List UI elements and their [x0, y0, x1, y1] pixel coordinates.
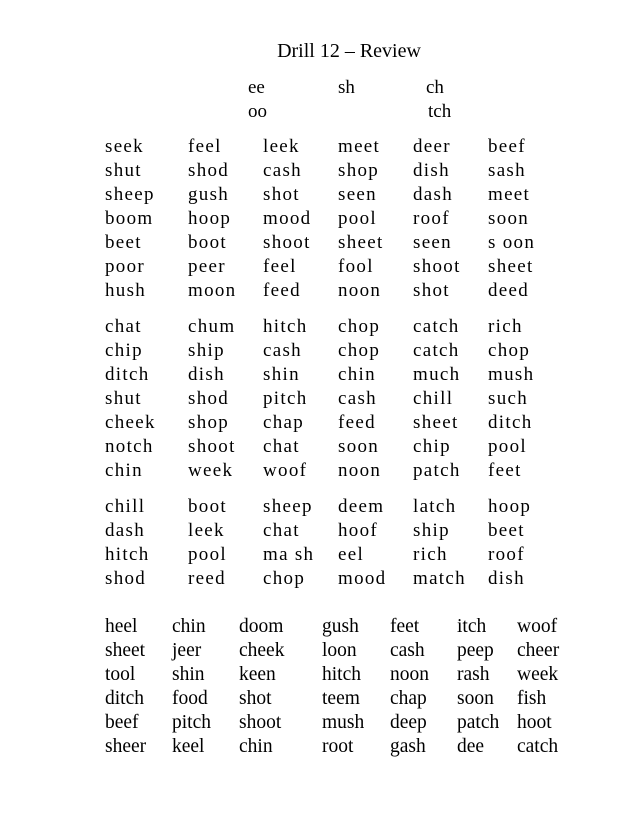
word: chop: [488, 340, 531, 361]
word: mood: [338, 568, 387, 589]
word: s oon: [488, 232, 536, 253]
word: shot: [413, 280, 450, 301]
header-ch: ch: [426, 77, 444, 98]
word-row: [0, 639, 638, 663]
word: eel: [338, 544, 365, 565]
word: shoot: [239, 712, 282, 733]
word: beef: [488, 136, 526, 157]
word: seen: [413, 232, 452, 253]
word: soon: [488, 208, 530, 229]
word: pitch: [172, 712, 211, 733]
word: noon: [338, 280, 382, 301]
word: heel: [105, 616, 138, 637]
word: feel: [263, 256, 297, 277]
word: chin: [172, 616, 206, 637]
word: gash: [390, 736, 426, 757]
word-row: [0, 711, 638, 735]
word: ditch: [105, 364, 150, 385]
word-row: [0, 735, 638, 759]
word: sheep: [105, 184, 155, 205]
word: pitch: [263, 388, 308, 409]
page-title: Drill 12 – Review: [277, 40, 421, 62]
word: loon: [322, 640, 357, 661]
word: chat: [263, 520, 300, 541]
word: deed: [488, 280, 530, 301]
word: chill: [413, 388, 454, 409]
word: shod: [188, 388, 230, 409]
word: chin: [239, 736, 273, 757]
word: woof: [517, 616, 558, 637]
word: shod: [188, 160, 230, 181]
word-row: [0, 315, 638, 339]
word: dish: [488, 568, 525, 589]
word: shin: [263, 364, 300, 385]
word: patch: [457, 712, 500, 733]
word: sheet: [105, 640, 146, 661]
header-ee: ee: [248, 77, 265, 98]
word: dash: [105, 520, 146, 541]
word: chat: [105, 316, 142, 337]
word: sheet: [413, 412, 459, 433]
word: chin: [338, 364, 376, 385]
word: hush: [105, 280, 147, 301]
word-group-3: [0, 495, 638, 591]
word: poor: [105, 256, 146, 277]
word: catch: [517, 736, 559, 757]
word: woof: [263, 460, 308, 481]
word: cash: [390, 640, 425, 661]
word: noon: [390, 664, 429, 685]
word: cash: [338, 388, 377, 409]
word: gush: [188, 184, 230, 205]
word: dash: [413, 184, 454, 205]
word: shot: [239, 688, 272, 709]
word: shoot: [263, 232, 311, 253]
word-row: [0, 231, 638, 255]
word: keel: [172, 736, 205, 757]
word-row: [0, 411, 638, 435]
word-row: [0, 279, 638, 303]
word-group-1: [0, 135, 638, 303]
word: jeer: [172, 640, 202, 661]
word: feet: [390, 616, 420, 637]
word: seen: [338, 184, 377, 205]
word-row: [0, 363, 638, 387]
word: leek: [263, 136, 300, 157]
word: fool: [338, 256, 374, 277]
word: chap: [263, 412, 305, 433]
word: moon: [188, 280, 237, 301]
word: roof: [413, 208, 450, 229]
word-row: [0, 183, 638, 207]
word: match: [413, 568, 466, 589]
word: fish: [517, 688, 547, 709]
word: ditch: [488, 412, 533, 433]
word: shin: [172, 664, 205, 685]
word: cash: [263, 340, 302, 361]
word: meet: [338, 136, 381, 157]
word: sheet: [338, 232, 384, 253]
header-tch: tch: [428, 101, 452, 122]
word: mush: [322, 712, 365, 733]
word: chip: [105, 340, 143, 361]
word: noon: [338, 460, 382, 481]
word-row: [0, 567, 638, 591]
word: ship: [188, 340, 225, 361]
word: cheek: [105, 412, 156, 433]
word: shoot: [413, 256, 461, 277]
header-oo: oo: [248, 101, 267, 122]
word-row: [0, 207, 638, 231]
word: deer: [413, 136, 451, 157]
word: dish: [188, 364, 225, 385]
word: chat: [263, 436, 300, 457]
word: keen: [239, 664, 276, 685]
word: shut: [105, 160, 142, 181]
word: catch: [413, 316, 460, 337]
word: sheep: [263, 496, 313, 517]
word-row: [0, 459, 638, 483]
word: chop: [338, 340, 381, 361]
word: pool: [488, 436, 527, 457]
word: chop: [263, 568, 306, 589]
word: reed: [188, 568, 226, 589]
word: hoop: [188, 208, 232, 229]
word-row: [0, 135, 638, 159]
word: much: [413, 364, 461, 385]
word: boot: [188, 232, 227, 253]
word: boom: [105, 208, 154, 229]
word: hitch: [322, 664, 361, 685]
word: feed: [338, 412, 376, 433]
word: deem: [338, 496, 385, 517]
word: doom: [239, 616, 284, 637]
word: shop: [338, 160, 380, 181]
word: ditch: [105, 688, 144, 709]
word: sash: [488, 160, 526, 181]
word-row: [0, 339, 638, 363]
word: meet: [488, 184, 531, 205]
word: beet: [105, 232, 142, 253]
word: dee: [457, 736, 485, 757]
word: feed: [263, 280, 301, 301]
word: shod: [105, 568, 147, 589]
word: latch: [413, 496, 457, 517]
word-row: [0, 615, 638, 639]
word: feel: [188, 136, 222, 157]
word-row: [0, 663, 638, 687]
word: chap: [390, 688, 427, 709]
word: chop: [338, 316, 381, 337]
word: shot: [263, 184, 300, 205]
word: ship: [413, 520, 450, 541]
word: beet: [488, 520, 525, 541]
word: chill: [105, 496, 146, 517]
word: pool: [188, 544, 227, 565]
word: deep: [390, 712, 427, 733]
word: seek: [105, 136, 144, 157]
word: beef: [105, 712, 139, 733]
word: sheet: [488, 256, 534, 277]
word: hoof: [338, 520, 379, 541]
word: week: [517, 664, 559, 685]
word: shut: [105, 388, 142, 409]
word-row: [0, 495, 638, 519]
word: mood: [263, 208, 312, 229]
word: itch: [457, 616, 487, 637]
word: gush: [322, 616, 359, 637]
word: chip: [413, 436, 451, 457]
word: food: [172, 688, 208, 709]
word-row: [0, 543, 638, 567]
word-group-2: [0, 315, 638, 483]
word: rich: [488, 316, 523, 337]
word: shoot: [188, 436, 236, 457]
word: chum: [188, 316, 236, 337]
word: cheer: [517, 640, 560, 661]
word: shop: [188, 412, 230, 433]
word-row: [0, 255, 638, 279]
word: chin: [105, 460, 143, 481]
word: soon: [338, 436, 380, 457]
word: peer: [188, 256, 226, 277]
word: roof: [488, 544, 525, 565]
word: feet: [488, 460, 522, 481]
word: such: [488, 388, 529, 409]
word-row: [0, 519, 638, 543]
word: tool: [105, 664, 136, 685]
word: hoot: [517, 712, 552, 733]
word-group-4: [0, 615, 638, 759]
word: sheer: [105, 736, 147, 757]
header-sh: sh: [338, 77, 355, 98]
word: rash: [457, 664, 490, 685]
word: patch: [413, 460, 461, 481]
word: hoop: [488, 496, 532, 517]
word: cheek: [239, 640, 285, 661]
word: leek: [188, 520, 225, 541]
word: root: [322, 736, 354, 757]
word: pool: [338, 208, 377, 229]
word: notch: [105, 436, 154, 457]
word: hitch: [105, 544, 150, 565]
word-row: [0, 387, 638, 411]
word: catch: [413, 340, 460, 361]
word: soon: [457, 688, 494, 709]
word-row: [0, 435, 638, 459]
word: teem: [322, 688, 360, 709]
word: week: [188, 460, 234, 481]
word: mush: [488, 364, 535, 385]
word: boot: [188, 496, 227, 517]
word: ma sh: [263, 544, 315, 565]
word: cash: [263, 160, 302, 181]
word: rich: [413, 544, 448, 565]
word-row: [0, 687, 638, 711]
word: dish: [413, 160, 450, 181]
word: peep: [457, 640, 494, 661]
word: hitch: [263, 316, 308, 337]
word-row: [0, 159, 638, 183]
